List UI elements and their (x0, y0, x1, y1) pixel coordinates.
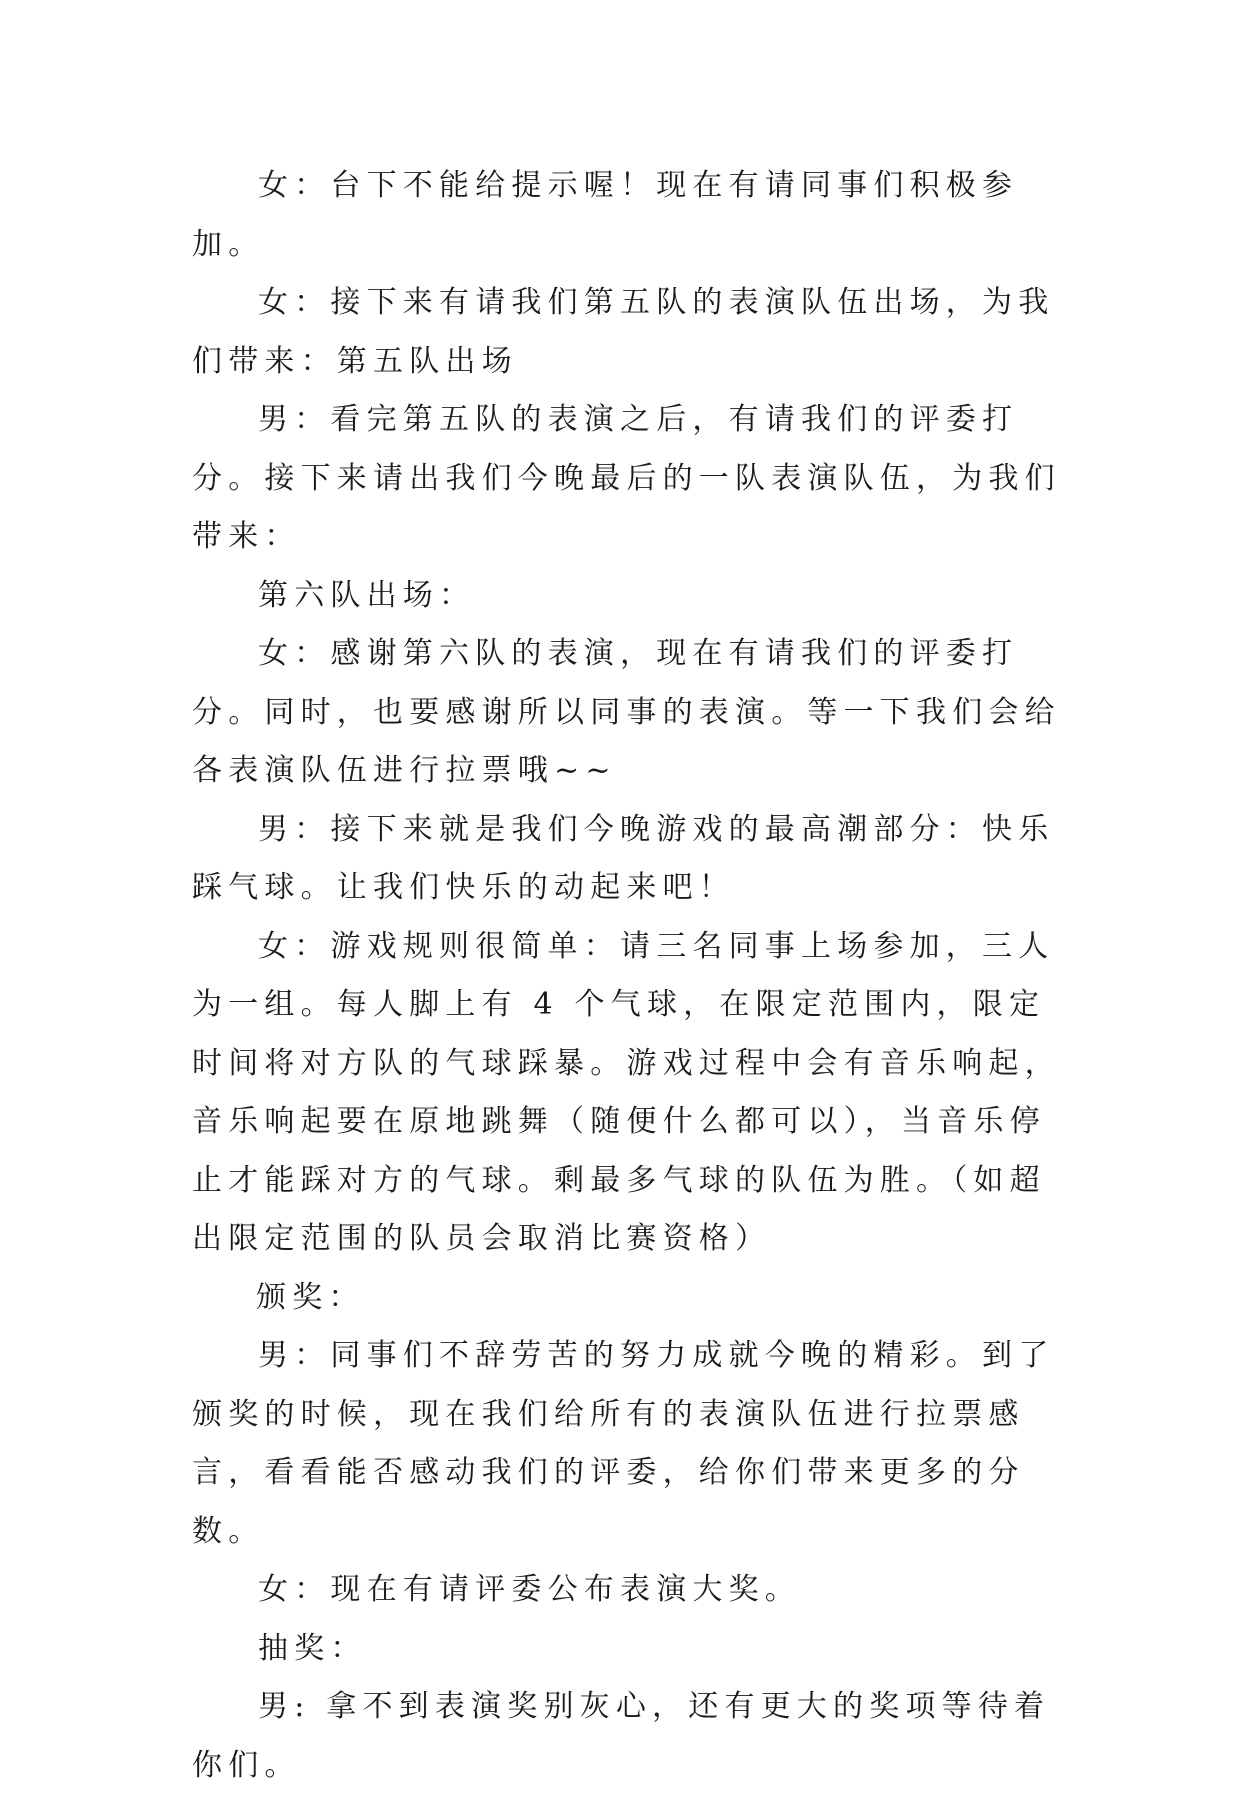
section-label: 抽奖： (258, 1630, 367, 1666)
paragraph: 女：游戏规则很简单：请三名同事上场参加，三人为一组。每人脚上有 4 个气球，在限定范围内，限定时间将对方队的气球踩暴。游戏过程中会有音乐响起，音乐响起要在原地跳舞（随便什么都可以），当音乐停止才能踩对方的气球。剩最多气球的队伍为胜。（如超出限定范围的队员会取消比赛资格） (192, 928, 1061, 1256)
paragraph: 女：感谢第六队的表演，现在有请我们的评委打分。同时，也要感谢所以同事的表演。等一下我们会给各表演队伍进行拉票哦~~ (192, 636, 1061, 788)
paragraph: 男: 拿不到表演奖别灰心，还有更大的奖项等待着你们。 (192, 1689, 1051, 1783)
paragraph: 男：接下来就是我们今晚游戏的最高潮部分：快乐踩气球。让我们快乐的动起来吧！ (192, 811, 1055, 905)
paragraph: 男：同事们不辞劳苦的努力成就今晚的精彩。到了颁奖的时候，现在我们给所有的表演队伍进行拉票感言，看看能否感动我们的评委，给你们带来更多的分数。 (192, 1338, 1055, 1549)
paragraph: 女：台下不能给提示喔！现在有请同事们积极参加。 (192, 168, 1019, 262)
paragraph: 女：接下来有请我们第五队的表演队伍出场，为我们带来：第五队出场 (192, 285, 1055, 379)
section-label: 颁奖： (256, 1279, 365, 1315)
paragraph: 女：现在有请评委公布表演大奖。 (258, 1572, 801, 1607)
section-label: 第六队出场： (258, 577, 476, 613)
document-body (192, 157, 1072, 1795)
paragraph: 男：看完第五队的表演之后，有请我们的评委打分。接下来请出我们今晚最后的一队表演队伍，为我们带来： (192, 402, 1061, 554)
